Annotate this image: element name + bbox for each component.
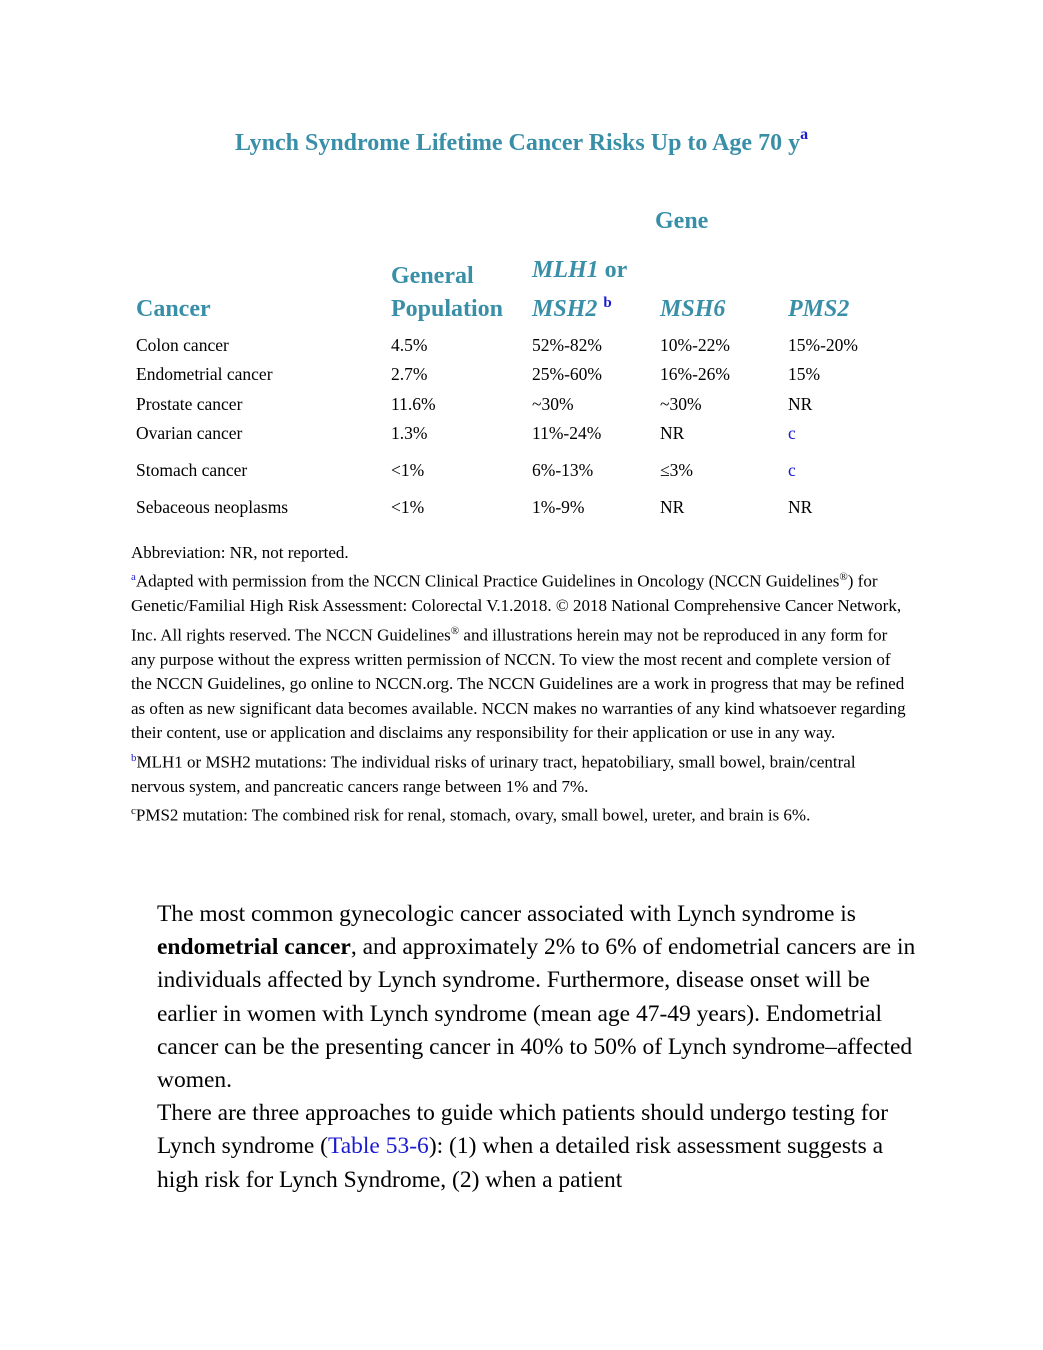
cell-mlh1: ~30% [532, 393, 574, 414]
cell-general: 4.5% [391, 334, 428, 355]
column-header-row [131, 254, 903, 326]
cell-pms2: NR [788, 497, 813, 517]
cell-msh6: NR [660, 423, 685, 443]
footnote-c-marker: c [131, 805, 136, 818]
cell-general: 1.3% [391, 423, 428, 443]
cell-pms2: 15%-20% [788, 334, 858, 355]
footnote-b: $^b$MLH1 or MSH2 mutations: The individual risks of urinary tract, hepatobiliary, small bowel, brain/central nervous system, and pancreatic cancers range between 1% and 7%. [131, 751, 856, 796]
cell-general: <1% [391, 497, 425, 517]
cell-general: 2.7% [391, 364, 428, 384]
cell-pms2-footnote-link[interactable]: c [788, 460, 796, 480]
cell-msh6: 16%-26% [660, 364, 730, 384]
cell-cancer: Ovarian cancer [136, 423, 243, 443]
spacer-row [131, 238, 903, 254]
cell-msh6: ~30% [660, 393, 702, 414]
abbreviation-note: Abbreviation: NR, not reported. [131, 543, 349, 562]
gene-group-label: Gene [655, 208, 709, 234]
table-row [131, 326, 903, 356]
cell-cancer: Prostate cancer [136, 393, 243, 414]
cell-mlh1: 6%-13% [532, 460, 594, 480]
cell-general: <1% [391, 460, 425, 480]
bold-term: endometrial cancer [157, 934, 351, 961]
cell-mlh1: 11%-24% [532, 423, 602, 443]
table-row [131, 356, 903, 386]
cell-general: 11.6% [391, 393, 436, 414]
cell-msh6: 10%-22% [660, 334, 730, 355]
cell-cancer: Endometrial cancer [136, 364, 273, 384]
cell-cancer: Stomach cancer [136, 460, 248, 480]
body-paragraph-1: The most common gynecologic cancer associated with Lynch syndrome is endometrial cancer, and approximately 2% to 6% of endometrial cancers are in individuals affected by Lynch syndrome. Furthermore, disease onset will be earlier in women with Lynch syndrome (mean age 47-49 years). Endometrial cancer can be the presenting cancer in 40% to 50% of Lynch syndrome–affected women. [157, 901, 916, 1094]
body-paragraph-2: There are three approaches to guide which patients should undergo testing for Lynch syndrome (Table 53-6): (1) when a detailed risk assessment suggests a high risk for Lynch Syndrome, (2) when a patient [157, 1100, 889, 1193]
cell-pms2-footnote-link[interactable]: c [788, 423, 796, 443]
cell-mlh1: 25%-60% [532, 364, 602, 384]
cell-mlh1: 1%-9% [532, 497, 585, 517]
table-row [131, 415, 903, 445]
header-pms2: PMS2 [788, 296, 850, 322]
footnote-marker-a[interactable]: a [800, 126, 809, 143]
cell-cancer: Colon cancer [136, 334, 229, 355]
footnote-a-marker: a [131, 571, 136, 584]
table-footnotes [131, 541, 911, 828]
gene-group-header-row [131, 205, 903, 238]
table-row [131, 444, 903, 481]
table-row [131, 385, 903, 415]
cell-mlh1: 52%-82% [532, 334, 602, 355]
footnote-b-marker: b [131, 751, 137, 764]
header-cancer: Cancer [136, 296, 211, 322]
cell-pms2: NR [788, 393, 813, 414]
footnote-a: $^a$Adapted with permission from the NCCN Clinical Practice Guidelines in Oncology (NCCN Guidelines®) for Genetic/Familial High Risk Assessment: Colorectal V.1.2018. © 2018 National Comprehensive Cancer Network, Inc. All rights reserved. The NCCN Guidelines® and illustrations herein may not be reproduced in any form for any purpose without the express written permission of NCCN. To view the most recent and complete version of the NCCN Guidelines, go online to NCCN.org. The NCCN Guidelines are a work in progress that may be refined as often as new significant data becomes available. NCCN makes no warranties of any kind whatsoever regarding their content, use or application and disclaims any responsibility for their application or use in any way. [131, 571, 906, 743]
body-text [157, 898, 917, 1197]
cell-msh6: ≤3% [660, 460, 693, 480]
table-title-text: Lynch Syndrome Lifetime Cancer Risks Up to Age 70 y [234, 130, 801, 156]
risk-table [131, 205, 903, 518]
table-row [131, 481, 903, 518]
footnote-marker-b[interactable]: b [603, 295, 612, 311]
footnote-c: $^c$PMS2 mutation: The combined risk for renal, stomach, ovary, small bowel, ureter, and brain is 6%. [131, 805, 811, 825]
header-msh6: MSH6 [660, 296, 726, 322]
header-general-population: General Population [391, 263, 504, 322]
cell-msh6: NR [660, 497, 685, 517]
cell-pms2: 15% [788, 364, 821, 384]
table-title [0, 128, 1043, 157]
cell-cancer: Sebaceous neoplasms [136, 497, 289, 517]
table-reference-link[interactable]: Table 53-6 [328, 1133, 429, 1160]
header-mlh1-msh2: MLH1 or MSH2 $^b$ [532, 257, 628, 322]
